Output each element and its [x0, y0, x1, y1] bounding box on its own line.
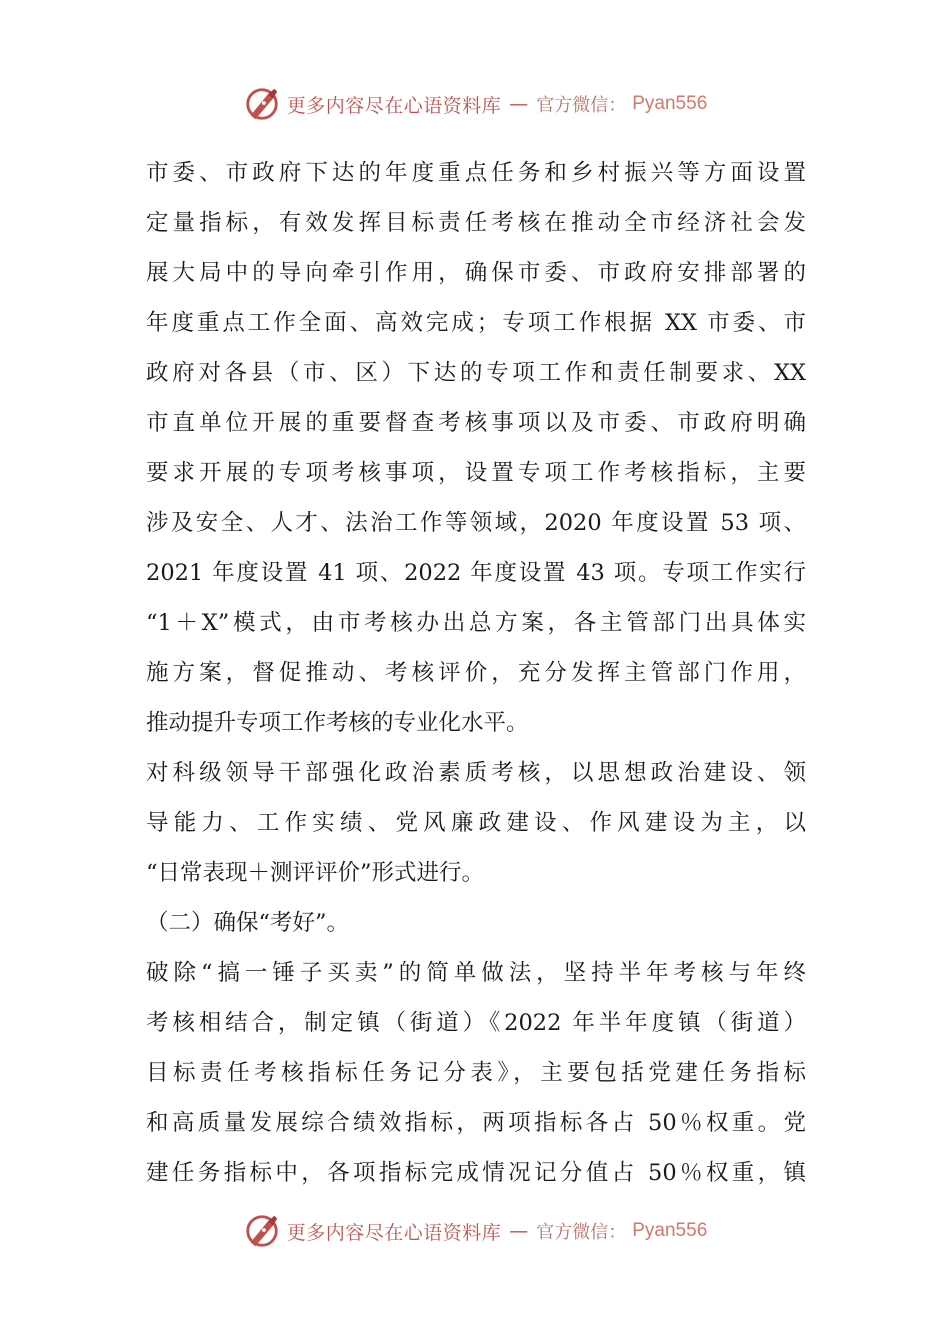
- pen-nib-logo-icon: [243, 85, 281, 123]
- text-line: 展大局中的导向牵引作用，确保市委、市政府安排部署的: [146, 260, 806, 286]
- wechat-label: 官方微信：: [536, 1222, 627, 1243]
- text-line: 市直单位开展的重要督查考核事项以及市委、市政府明确: [146, 410, 806, 436]
- site-name: 更多内容尽在心语资料库: [286, 94, 502, 117]
- site-name: 更多内容尽在心语资料库: [286, 1221, 502, 1244]
- text-line: 涉及安全、人才、法治工作等领域，2020 年度设置 53 项、: [146, 510, 806, 536]
- text-line: 导能力、工作实绩、党风廉政建设、作风建设为主，以: [146, 810, 806, 836]
- text-line: 要求开展的专项考核事项，设置专项工作考核指标，主要: [146, 460, 806, 486]
- pen-nib-logo-icon: [243, 1212, 281, 1250]
- text-line: 考核相结合，制定镇（街道）《2022 年半年度镇（街道）: [146, 1010, 806, 1036]
- text-line: 目标责任考核指标任务记分表》，主要包括党建任务指标: [146, 1060, 806, 1086]
- text-line: 破除“搞一锤子买卖”的简单做法，坚持半年考核与年终: [146, 960, 806, 986]
- document-body: [146, 148, 806, 1198]
- text-line: 2021 年度设置 41 项、2022 年度设置 43 项。专项工作实行: [146, 560, 806, 586]
- header-banner: [0, 84, 950, 124]
- text-line: 推动提升专项工作考核的专业化水平。: [146, 710, 529, 736]
- section-heading: （二）确保“考好”。: [146, 910, 350, 936]
- text-line: “日常表现＋测评评价”形式进行。: [146, 860, 485, 886]
- text-line: 施方案，督促推动、考核评价，充分发挥主管部门作用，: [146, 660, 806, 686]
- banner-dash: —: [509, 1220, 529, 1242]
- footer-banner: [0, 1211, 950, 1251]
- text-line: 定量指标，有效发挥目标责任考核在推动全市经济社会发: [146, 210, 806, 236]
- banner-dash: —: [509, 93, 529, 115]
- text-line: “1＋X”模式，由市考核办出总方案，各主管部门出具体实: [146, 610, 806, 636]
- wechat-id: Pyan556: [632, 1220, 708, 1241]
- text-line: 年度重点工作全面、高效完成；专项工作根据 XX 市委、市: [146, 310, 806, 336]
- text-line: 对科级领导干部强化政治素质考核，以思想政治建设、领: [146, 760, 806, 786]
- text-line: 和高质量发展综合绩效指标，两项指标各占 50％权重。党: [146, 1110, 806, 1136]
- text-line: 市委、市政府下达的年度重点任务和乡村振兴等方面设置: [146, 160, 806, 186]
- text-line: 政府对各县（市、区）下达的专项工作和责任制要求、XX: [146, 360, 806, 386]
- text-line: 建任务指标中，各项指标完成情况记分值占 50％权重，镇: [146, 1160, 806, 1186]
- wechat-label: 官方微信：: [536, 95, 627, 116]
- wechat-id: Pyan556: [632, 93, 708, 114]
